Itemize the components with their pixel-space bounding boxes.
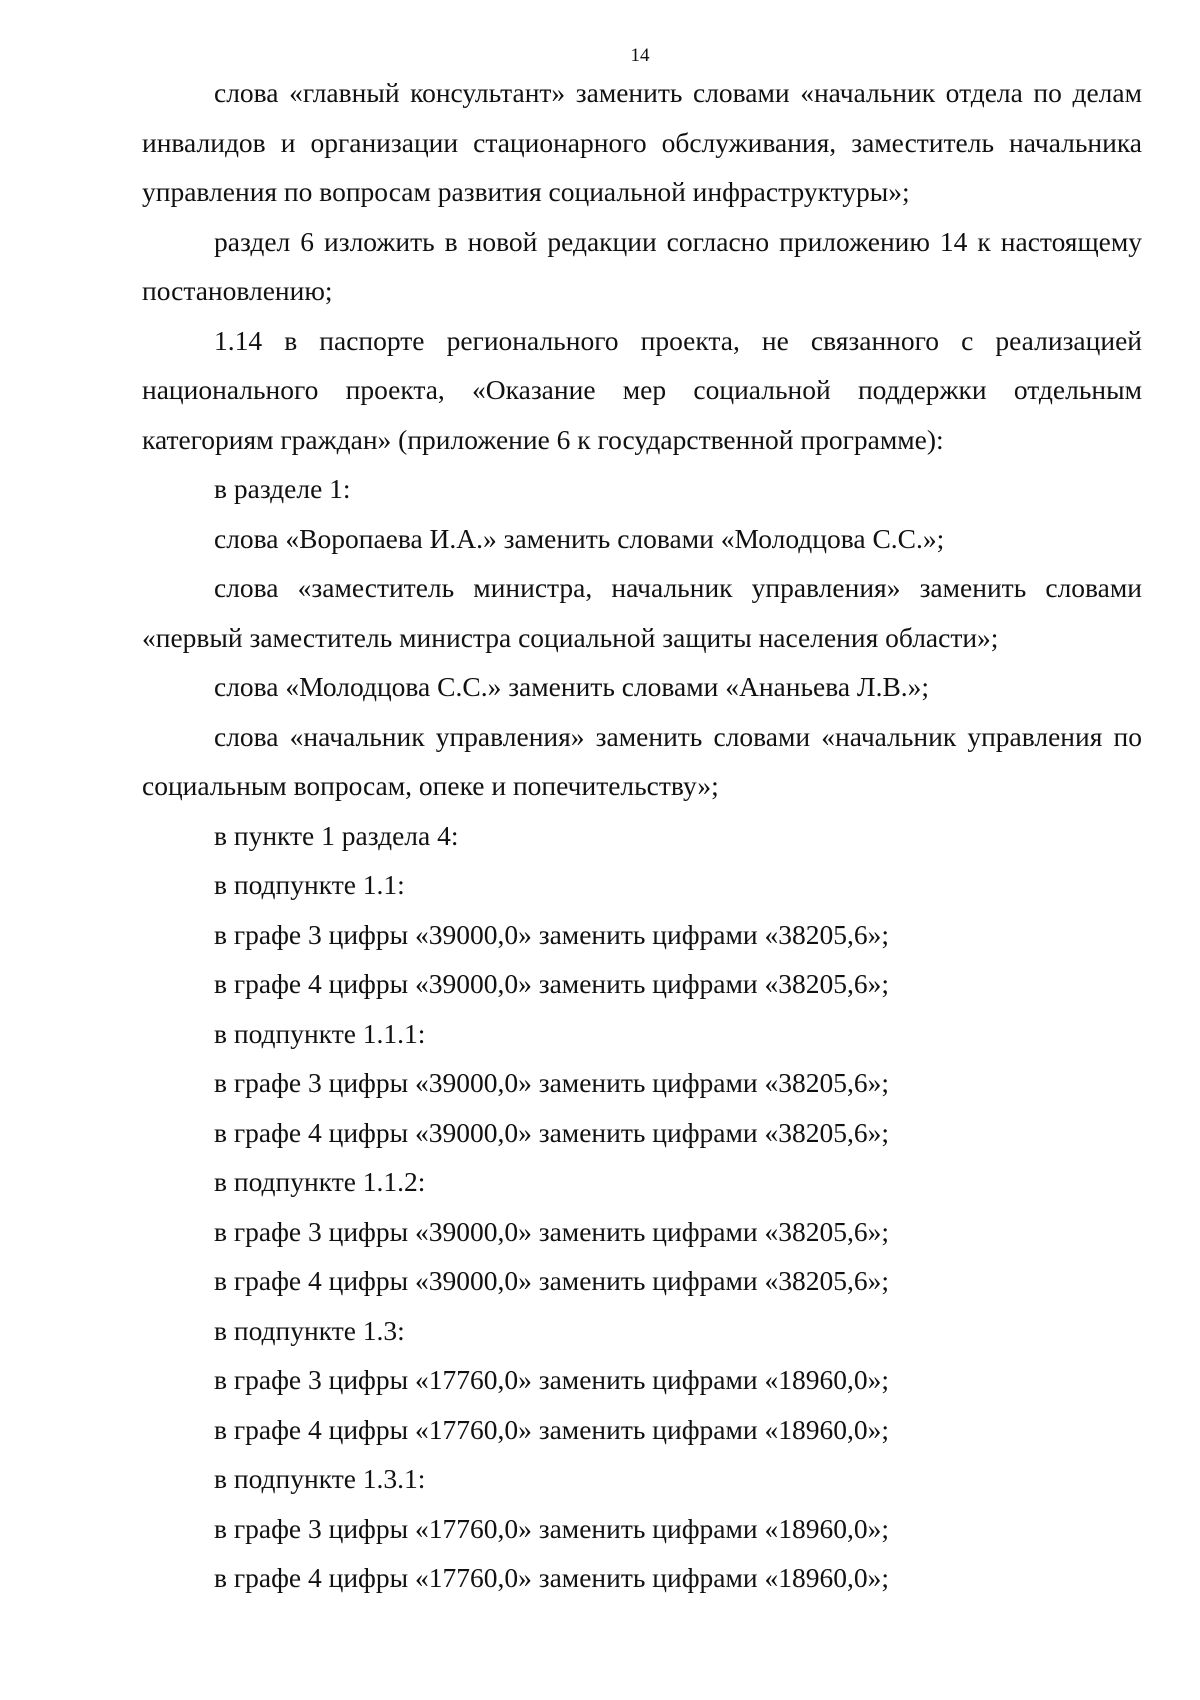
paragraph: в графе 3 цифры «39000,0» заменить цифрами «38205,6»; bbox=[214, 1215, 889, 1247]
paragraph: слова «главный консультант» заменить словами «начальник отдела по делам инвалидов и организации стационарного обслуживания, заместитель начальника управления по вопросам развития социальной инфраструктуры»; bbox=[142, 77, 1142, 207]
paragraph: в подпункте 1.1.1: bbox=[214, 1017, 426, 1049]
paragraph: слова «заместитель министра, начальник управления» заменить словами «первый заместитель министра социальной защиты населения области»; bbox=[142, 572, 1142, 653]
paragraph: в графе 3 цифры «17760,0» заменить цифрами «18960,0»; bbox=[214, 1512, 889, 1544]
paragraph: слова «начальник управления» заменить словами «начальник управления по социальным вопросам, опеке и попечительству»; bbox=[142, 720, 1142, 801]
paragraph: в пункте 1 раздела 4: bbox=[214, 819, 459, 851]
document-body bbox=[142, 68, 1142, 1603]
paragraph: в графе 4 цифры «17760,0» заменить цифрами «18960,0»; bbox=[214, 1562, 889, 1593]
page-number: 14 bbox=[630, 45, 650, 66]
paragraph: слова «Молодцова С.С.» заменить словами «Ананьева Л.В.»; bbox=[214, 671, 930, 702]
paragraph: в графе 3 цифры «39000,0» заменить цифрами «38205,6»; bbox=[214, 1067, 889, 1098]
paragraph: в подпункте 1.1: bbox=[214, 869, 405, 900]
paragraph: в разделе 1: bbox=[214, 473, 351, 504]
paragraph: в графе 3 цифры «17760,0» заменить цифрами «18960,0»; bbox=[214, 1364, 889, 1395]
paragraph: 1.14 в паспорте регионального проекта, не связанного с реализацией национального проекта, «Оказание мер социальной поддержки отдельным категориям граждан» (приложение 6 к государственной программе): bbox=[142, 324, 1142, 455]
paragraph: в подпункте 1.1.2: bbox=[214, 1166, 426, 1197]
paragraph: раздел 6 изложить в новой редакции согласно приложению 14 к настоящему постановлению; bbox=[142, 225, 1142, 306]
paragraph: в графе 4 цифры «39000,0» заменить цифрами «38205,6»; bbox=[214, 1116, 889, 1148]
paragraph: слова «Воропаева И.А.» заменить словами «Молодцова С.С.»; bbox=[214, 522, 945, 554]
paragraph: в графе 4 цифры «39000,0» заменить цифрами «38205,6»; bbox=[214, 968, 889, 999]
paragraph: в графе 4 цифры «39000,0» заменить цифрами «38205,6»; bbox=[214, 1265, 889, 1296]
paragraph: в графе 3 цифры «39000,0» заменить цифрами «38205,6»; bbox=[214, 918, 889, 950]
paragraph: в подпункте 1.3: bbox=[214, 1314, 405, 1346]
paragraph: в графе 4 цифры «17760,0» заменить цифрами «18960,0»; bbox=[214, 1413, 889, 1445]
paragraph: в подпункте 1.3.1: bbox=[214, 1463, 426, 1494]
